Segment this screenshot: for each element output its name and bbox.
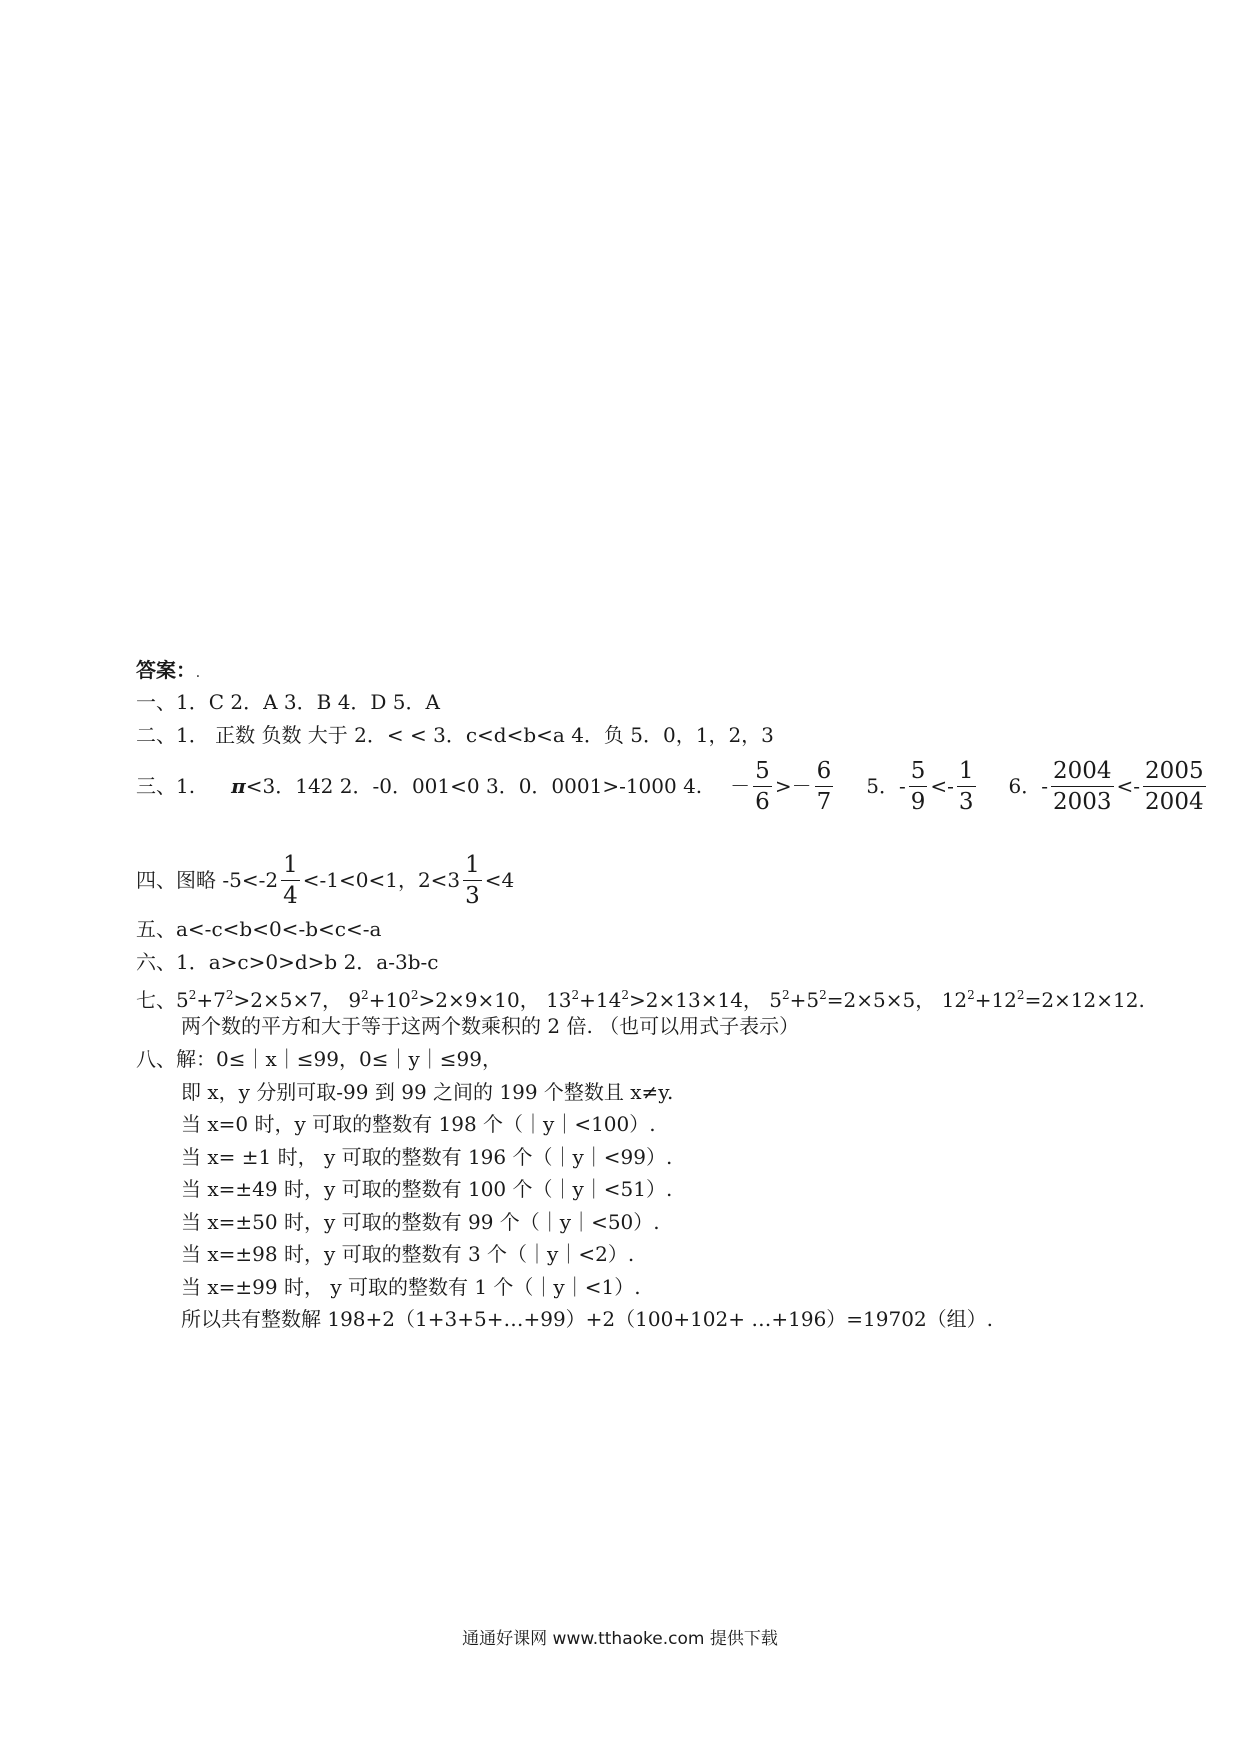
- answer-section-8-line-8: 当 x=±99 时， y 可取的整数有 1 个（｜y｜<1）.: [181, 1275, 641, 1299]
- fraction: $\frac{2004}{2003}$: [1052, 757, 1112, 815]
- fraction: $\frac{1}{3}$: [958, 757, 974, 815]
- page-footer: 通通好课网 www.tthaoke.com 提供下载: [462, 1629, 778, 1649]
- answer-section-7: 七、$5^2+7^2>2\times 5\times 7$， $9^2+10^2>2\times 9\times 10$， $13^2+14^2>2\times 13\times 14$， $5^2+5^2=2\times 5\times 5$， $12^2+12^2=2\times 12\times 12$.: [136, 988, 1145, 1012]
- answer-section-5: 五、a<-c<b<0<-b<c<-a: [136, 917, 382, 941]
- answer-section-8-line-2: 即 x，y 分别可取-99 到 99 之间的 199 个整数且 x≠y.: [181, 1080, 674, 1104]
- answer-section-7-conclusion: 两个数的平方和大于等于这两个数乘积的 2 倍. （也可以用式子表示）: [181, 1014, 800, 1038]
- answer-section-8-line-6: 当 x=±50 时，y 可取的整数有 99 个（｜y｜<50）.: [181, 1210, 660, 1234]
- fraction: $\frac{1}{3}$: [465, 851, 480, 909]
- fraction: $\frac{1}{4}$: [283, 851, 298, 909]
- fraction: $\frac{5}{6}$: [755, 757, 770, 815]
- answer-section-3: 三、1. π <3．142 2．-0．001<0 3．0．0001>-1000 4. － $\frac{5}{6}$ >－ $\frac{6}{7}$ 5．- $\frac{5}{9}$ <- $\frac{1}{3}$ 6．- $\frac{2004}{2003}$ <- $\frac{2005}{2004}$: [136, 757, 1204, 815]
- fraction: $\frac{2005}{2004}$: [1145, 757, 1204, 815]
- answer-section-8-line-7: 当 x=±98 时，y 可取的整数有 3 个（｜y｜<2）.: [181, 1242, 635, 1266]
- pi-symbol: π: [231, 774, 246, 798]
- answer-section-4: 四、图略 -5<-2 $\frac{1}{4}$ <-1<0<1，2<3 $\frac{1}{3}$ <4: [136, 851, 515, 909]
- fraction: $\frac{6}{7}$: [816, 757, 832, 815]
- answer-section-8-line-5: 当 x=±49 时，y 可取的整数有 100 个（｜y｜<51）.: [181, 1177, 673, 1201]
- fraction: $\frac{5}{9}$: [910, 757, 926, 815]
- answer-section-8-line-3: 当 x=0 时，y 可取的整数有 198 个（｜y｜<100）.: [181, 1112, 656, 1136]
- answer-section-2: 二、1． 正数 负数 大于 2．< < 3．c<d<b<a 4．负 5．0，1，2，3: [136, 723, 774, 747]
- answer-section-6: 六、1．a>c>0>d>b 2．a-3b-c: [136, 950, 439, 974]
- answers-heading: 答案：.: [136, 658, 200, 682]
- answer-section-8-line-9: 所以共有整数解 198+2（1+3+5+…+99）+2（100+102+ …+196）=19702（组）.: [181, 1307, 994, 1331]
- answer-section-8-line-4: 当 x= ±1 时， y 可取的整数有 196 个（｜y｜<99）.: [181, 1145, 673, 1169]
- answer-section-8-line-1: 八、解：0≤｜x｜≤99，0≤｜y｜≤99，: [136, 1047, 502, 1071]
- answer-section-1: 一、1．C 2．A 3．B 4．D 5．A: [136, 690, 440, 714]
